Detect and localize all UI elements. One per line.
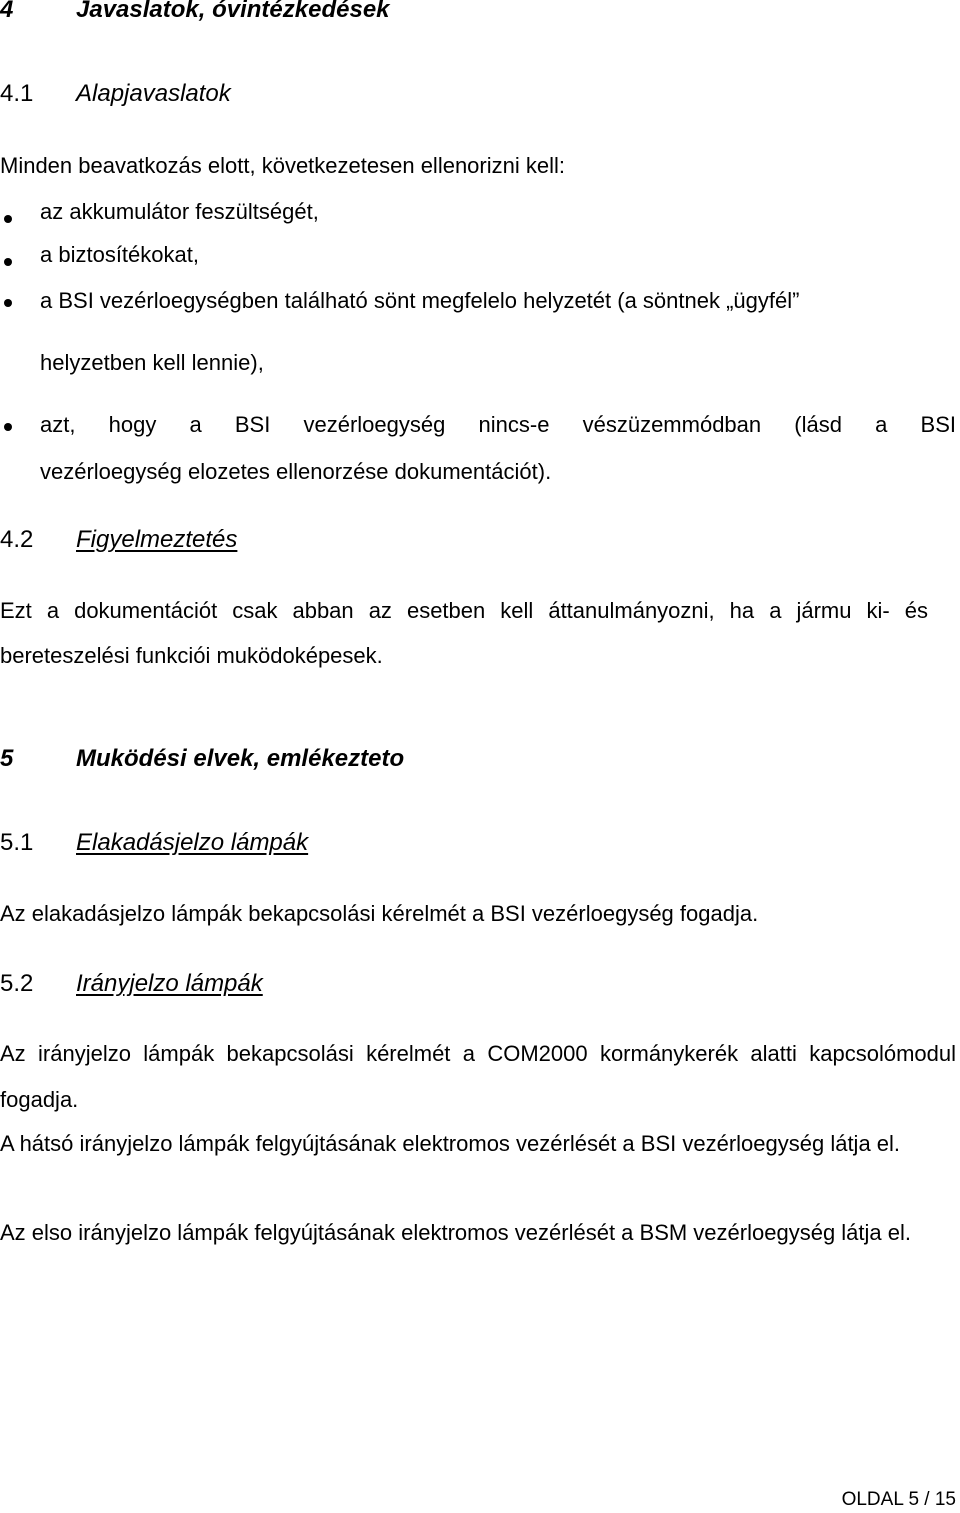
heading-section-4 xyxy=(0,0,390,24)
page-number: OLDAL 5 / 15 xyxy=(841,1489,956,1510)
heading-section-4-1 xyxy=(0,80,231,108)
heading-section-4-2 xyxy=(0,526,237,554)
heading-section-5 xyxy=(0,745,404,773)
list-item-continuation: vezérloegység elozetes ellenorzése dokumentációt). xyxy=(40,459,552,484)
indicator-paragraph-1: Az irányjelzo lámpák bekapcsolási kérelmét a COM2000 kormánykerék alatti kapcsolómodul fogadja. xyxy=(0,1041,956,1112)
indicator-paragraph-2: A hátsó irányjelzo lámpák felgyújtásának elektromos vezérlését a BSI vezérloegység látja el. xyxy=(0,1131,901,1156)
heading-title: Elakadásjelzo lámpák xyxy=(76,829,309,856)
heading-number: 5.2 xyxy=(0,970,34,997)
heading-number: 4.1 xyxy=(0,80,34,107)
heading-number: 5.1 xyxy=(0,829,34,856)
bullet-icon xyxy=(4,258,12,266)
list-item: a biztosítékokat, xyxy=(40,242,199,267)
warning-paragraph: Ezt a dokumentációt csak abban az esetben kell áttanulmányozni, ha a jármu ki- és bereteszelési funkciói muködoképesek. xyxy=(0,598,928,668)
heading-title: Muködési elvek, emlékezteto xyxy=(76,745,405,772)
heading-title: Alapjavaslatok xyxy=(76,80,231,107)
indicator-paragraph-3: Az elso irányjelzo lámpák felgyújtásának elektromos vezérlését a BSM vezérloegység látja el. xyxy=(0,1220,911,1245)
list-item-continuation: helyzetben kell lennie), xyxy=(40,350,264,375)
heading-number: 4 xyxy=(0,0,14,23)
heading-number: 5 xyxy=(0,745,14,772)
heading-section-5-1 xyxy=(0,829,308,857)
intro-text: Minden beavatkozás elott, következetesen ellenorizni kell: xyxy=(0,153,565,178)
bullet-icon xyxy=(4,423,12,431)
list-item: az akkumulátor feszültségét, xyxy=(40,199,319,224)
bullet-icon xyxy=(4,299,12,307)
heading-section-5-2 xyxy=(0,970,263,998)
heading-title: Figyelmeztetés xyxy=(76,526,238,553)
heading-number: 4.2 xyxy=(0,526,34,553)
bullet-icon xyxy=(4,215,12,223)
heading-title: Javaslatok, óvintézkedések xyxy=(76,0,390,23)
list-item: a BSI vezérloegységben található sönt megfelelo helyzetét (a söntnek „ügyfél” xyxy=(40,288,800,313)
hazard-lamp-text: Az elakadásjelzo lámpák bekapcsolási kérelmét a BSI vezérloegység fogadja. xyxy=(0,901,759,926)
heading-title: Irányjelzo lámpák xyxy=(76,970,263,997)
list-item: azt, hogy a BSI vezérloegység nincs-e vészüzemmódban (lásd a BSI xyxy=(40,412,956,437)
